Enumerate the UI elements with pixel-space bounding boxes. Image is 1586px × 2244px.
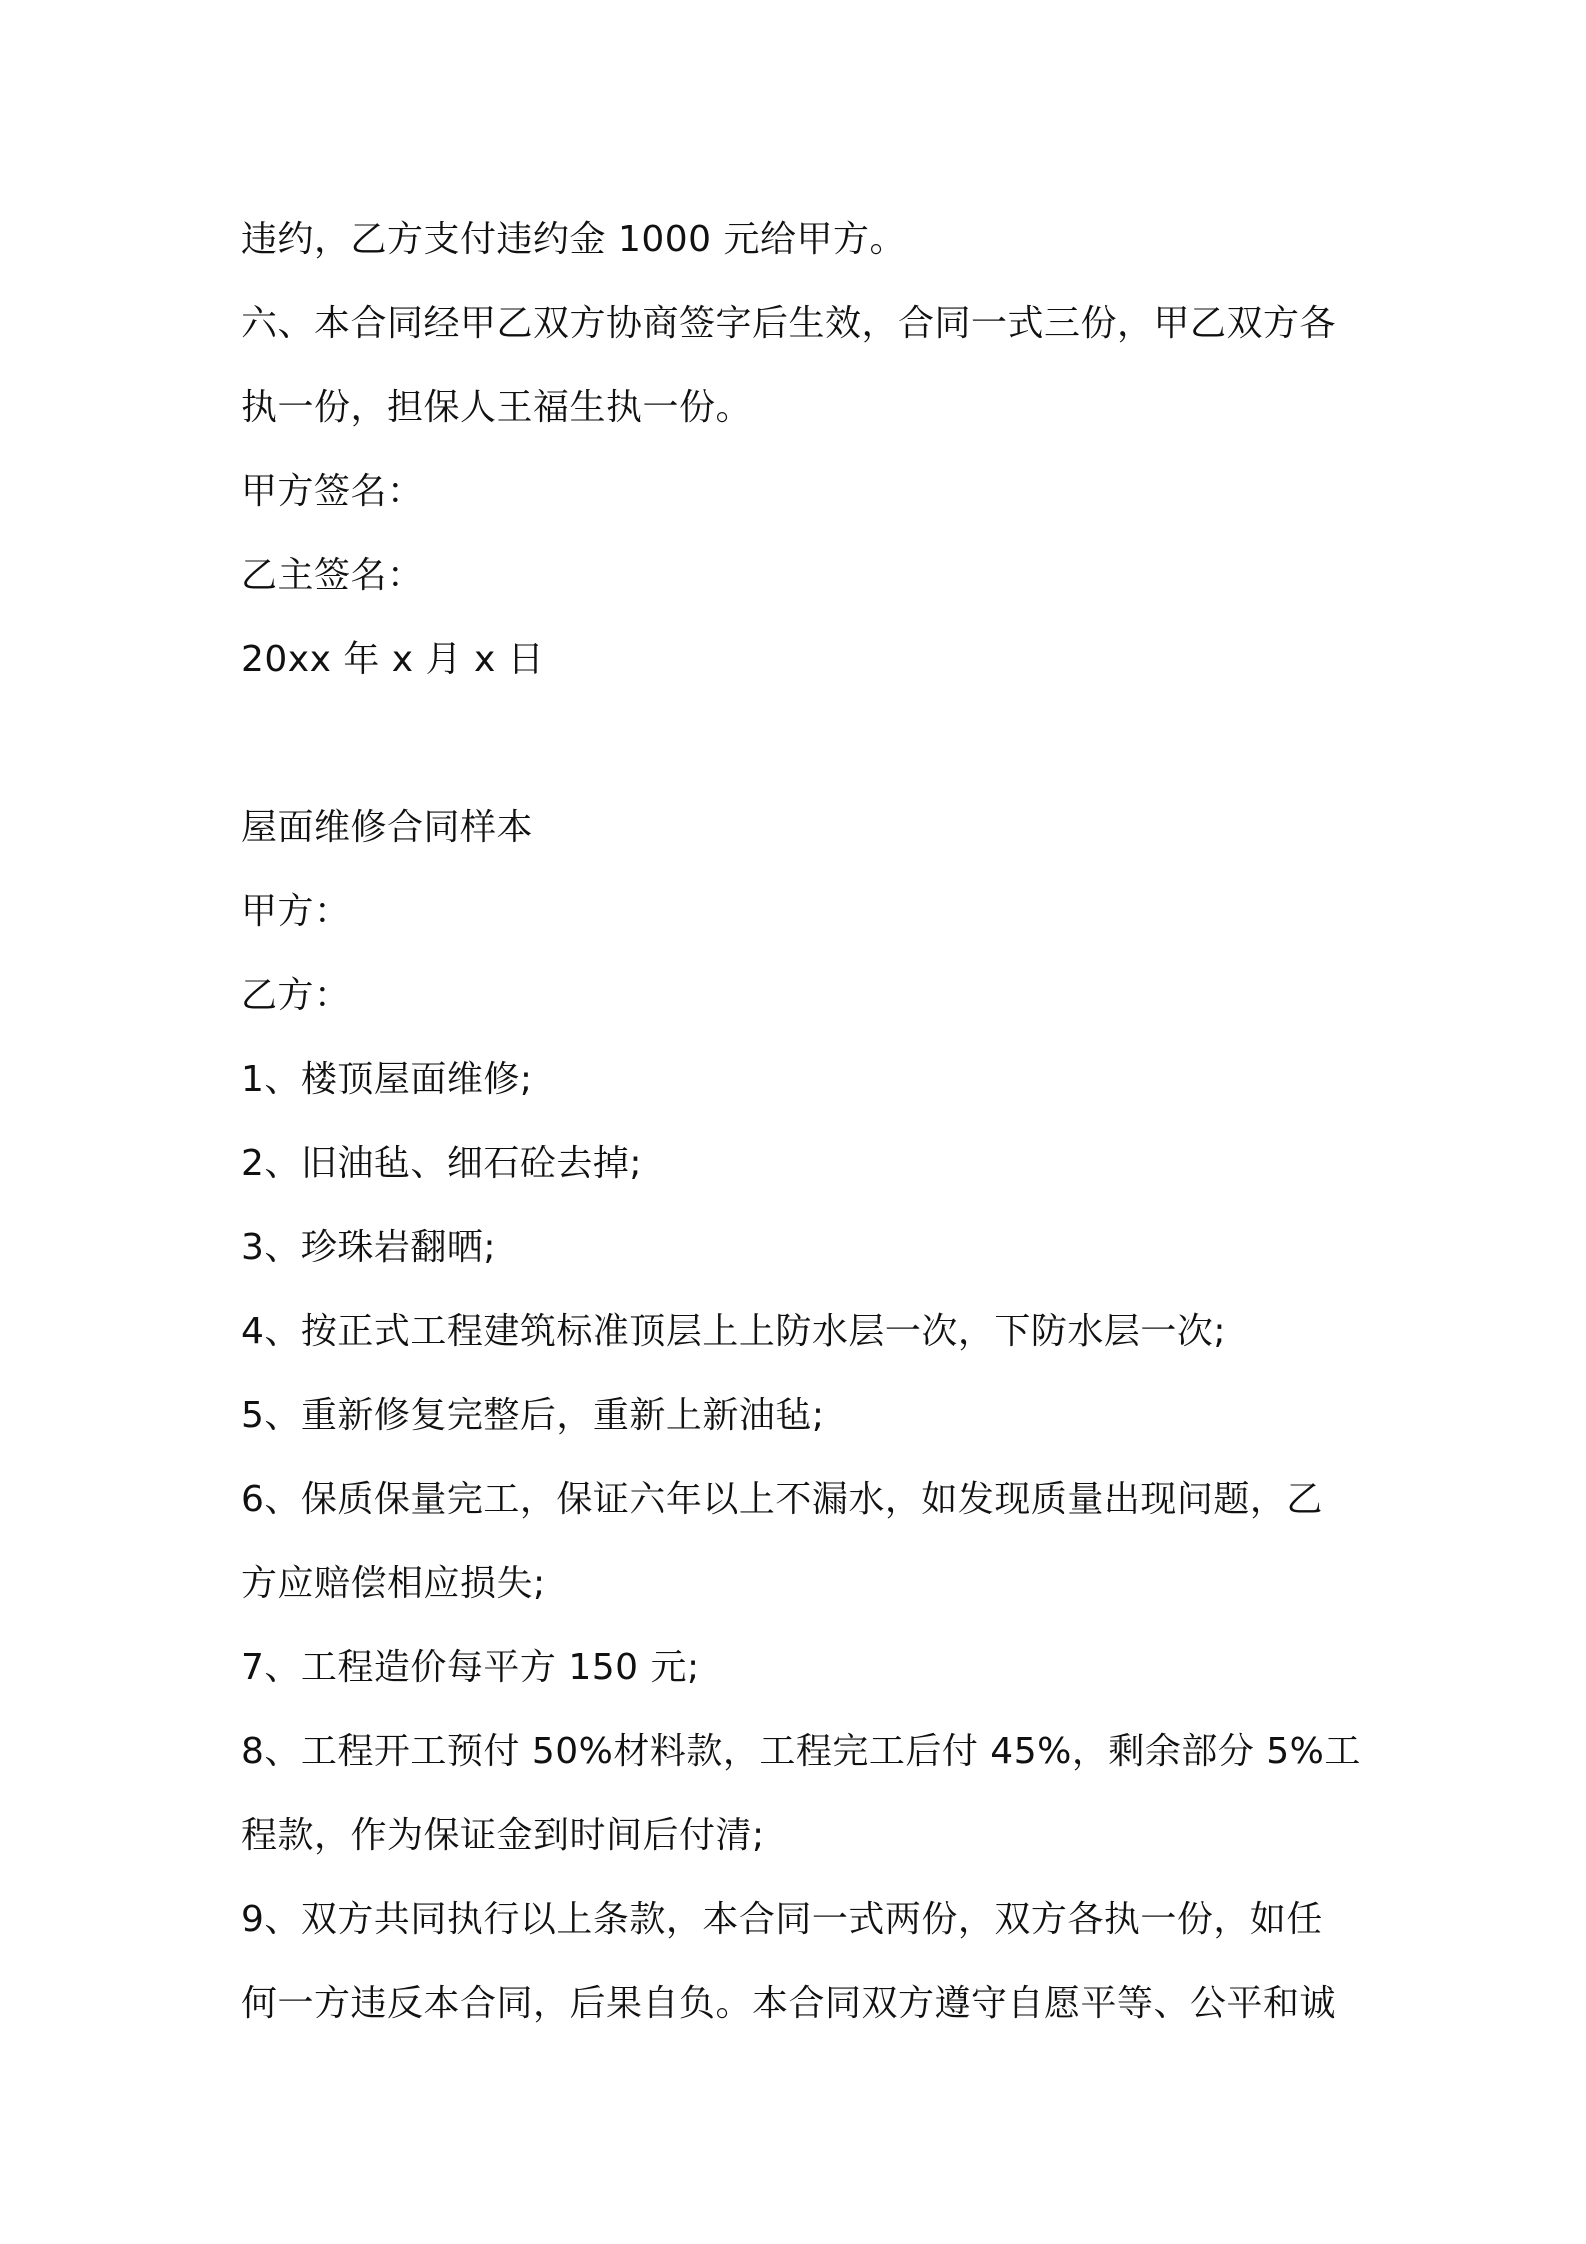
clause-6: 6、保质保量完工，保证六年以上不漏水，如发现质量出现问题，乙 — [241, 1479, 1323, 1520]
text-line: 执一份，担保人王福生执一份。 — [241, 387, 753, 428]
section-gap — [241, 702, 1361, 786]
clause-8: 8、工程开工预付 50%材料款，工程完工后付 45%，剩余部分 5%工 — [241, 1731, 1361, 1772]
clause-7: 7、工程造价每平方 150 元; — [241, 1647, 700, 1688]
date-line: 20xx 年 x 月 x 日 — [241, 639, 545, 680]
party-b-line: 乙方： — [241, 975, 351, 1016]
clause-9-continued: 何一方违反本合同，后果自负。本合同双方遵守自愿平等、公平和诚 — [241, 1983, 1337, 2024]
text-line: 违约，乙方支付违约金 1000 元给甲方。 — [241, 219, 907, 260]
clause-6-continued: 方应赔偿相应损失; — [241, 1563, 546, 1604]
party-b-signature-line: 乙主签名： — [241, 555, 424, 596]
clause-2: 2、旧油毡、细石砼去掉; — [241, 1143, 643, 1184]
clause-9: 9、双方共同执行以上条款，本合同一式两份，双方各执一份，如任 — [241, 1899, 1323, 1940]
text-line: 六、本合同经甲乙双方协商签字后生效，合同一式三份，甲乙双方各 — [241, 303, 1337, 344]
party-a-line: 甲方： — [241, 891, 351, 932]
clause-3: 3、珍珠岩翻晒; — [241, 1227, 497, 1268]
clause-8-continued: 程款，作为保证金到时间后付清; — [241, 1815, 765, 1856]
clause-5: 5、重新修复完整后，重新上新油毡; — [241, 1395, 825, 1436]
clause-4: 4、按正式工程建筑标准顶层上上防水层一次，下防水层一次; — [241, 1311, 1227, 1352]
document-body — [241, 198, 1361, 2046]
clause-1: 1、楼顶屋面维修; — [241, 1059, 533, 1100]
contract-title: 屋面维修合同样本 — [241, 807, 534, 848]
party-a-signature-line: 甲方签名： — [241, 471, 424, 512]
